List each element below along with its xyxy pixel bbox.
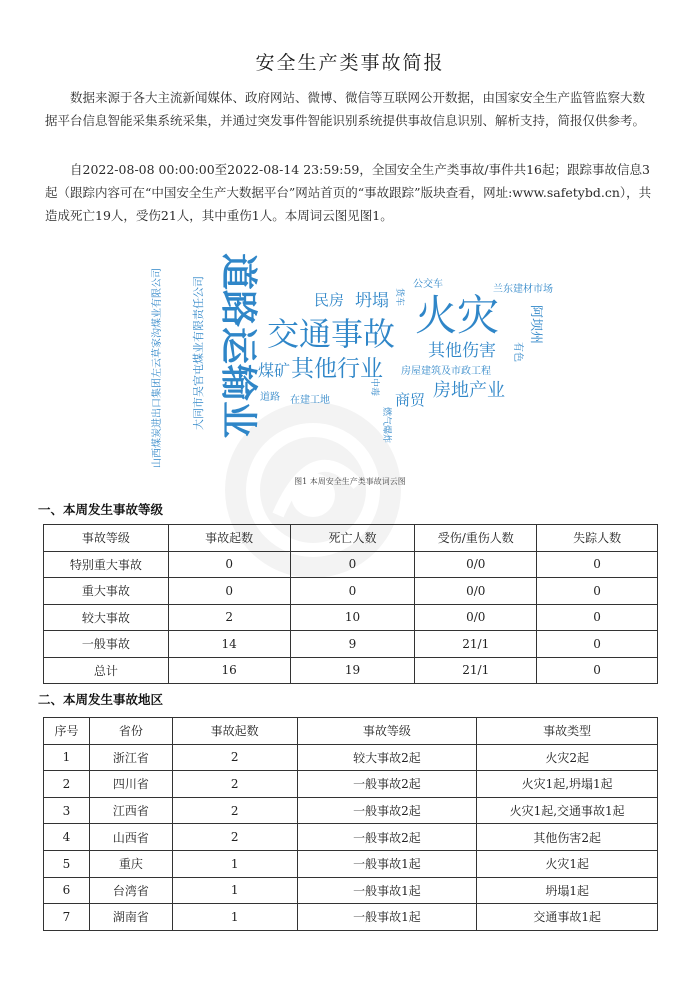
- table-cell: 总计: [44, 657, 169, 684]
- word-cloud-word: 货车: [394, 288, 404, 307]
- table-cell: 0: [537, 578, 658, 605]
- table-cell: 10: [290, 604, 415, 631]
- word-cloud-word: 其他行业: [291, 356, 383, 382]
- section-heading-level: 一、本周发生事故等级: [38, 502, 164, 517]
- table-cell: 0: [168, 551, 290, 578]
- table-header-cell: 事故类型: [477, 718, 658, 745]
- table-cell: 0: [537, 604, 658, 631]
- table-cell: 台湾省: [89, 877, 172, 904]
- table-row: [44, 797, 658, 824]
- table-cell: 一般事故: [44, 631, 169, 658]
- table-cell: 重大事故: [44, 578, 169, 605]
- table-header-cell: 事故起数: [172, 718, 297, 745]
- word-cloud-word: 大同市吴官屯煤业有限责任公司: [192, 276, 205, 430]
- table-cell: 火灾2起: [477, 744, 658, 771]
- table-cell: 2: [172, 797, 297, 824]
- word-cloud-word: 煤矿: [258, 361, 291, 380]
- intro-paragraph: 数据来源于各大主流新闻媒体、政府网站、微博、微信等互联网公开数据，由国家安全生产监管监察大数据平台信息智能采集系统采集，并通过突发事件智能识别系统提供事故信息识别、解析支持，简报仅供参考。: [45, 90, 646, 128]
- table-cell: 2: [168, 604, 290, 631]
- table-header-row: [44, 525, 658, 552]
- accident-level-table: [43, 524, 658, 684]
- table-row: [44, 771, 658, 798]
- table-cell: 1: [172, 877, 297, 904]
- table-cell: 2: [172, 771, 297, 798]
- table-cell: 2: [172, 744, 297, 771]
- table-header-cell: 省份: [89, 718, 172, 745]
- table-header-cell: 死亡人数: [290, 525, 415, 552]
- table-cell: 21/1: [415, 657, 537, 684]
- accident-region-table: [43, 717, 658, 931]
- table-row: [44, 850, 658, 877]
- table-cell: 四川省: [89, 771, 172, 798]
- table-header-cell: 失踪人数: [537, 525, 658, 552]
- table-cell: 一般事故1起: [297, 850, 477, 877]
- word-cloud-word: 道路: [260, 392, 280, 403]
- table-cell: 1: [172, 850, 297, 877]
- table-cell: 9: [290, 631, 415, 658]
- table-row: [44, 578, 658, 605]
- table-cell: 1: [172, 904, 297, 931]
- report-title: 安全生产类事故简报: [255, 52, 445, 74]
- figure-caption: 图1 本周安全生产类事故词云图: [294, 477, 406, 486]
- word-cloud-word: 其他伤害: [428, 341, 496, 361]
- word-cloud-word: 燃气爆炸: [381, 407, 391, 444]
- table-cell: 一般事故2起: [297, 824, 477, 851]
- table-cell: 火灾1起,坍塌1起: [477, 771, 658, 798]
- table-cell: 0: [537, 657, 658, 684]
- table-cell: 7: [44, 904, 90, 931]
- summary-paragraph: 自2022-08-08 00:00:00至2022-08-14 23:59:59，全国安全生产类事故/事件共16起；跟踪事故信息3起（跟踪内容可在“中国安全生产大数据平台”网站首页的“事故跟踪”版块查看，网址:www.safetybd.cn），共造成死亡19人，受伤21人，其中重伤1人。本周词云图见图1。: [45, 162, 652, 223]
- table-header-row: [44, 718, 658, 745]
- word-cloud-word: 房屋建筑及市政工程: [401, 366, 491, 377]
- word-cloud-word: 火灾: [415, 291, 500, 340]
- table-cell: 0/0: [415, 551, 537, 578]
- table-cell: 火灾1起: [477, 850, 658, 877]
- table-cell: 较大事故: [44, 604, 169, 631]
- table-cell: 一般事故1起: [297, 904, 477, 931]
- table-cell: 0: [168, 578, 290, 605]
- table-cell: 特别重大事故: [44, 551, 169, 578]
- table-cell: 16: [168, 657, 290, 684]
- word-cloud-word: 民房: [314, 291, 345, 309]
- table-cell: 2: [172, 824, 297, 851]
- word-cloud: [150, 250, 570, 468]
- word-cloud-word: 房地产业: [433, 380, 505, 401]
- section-heading-region: 二、本周发生事故地区: [38, 692, 164, 707]
- word-cloud-word: 坍塌: [355, 291, 389, 311]
- table-cell: 山西省: [89, 824, 172, 851]
- table-header-cell: 受伤/重伤人数: [415, 525, 537, 552]
- table-cell: 4: [44, 824, 90, 851]
- table-cell: 坍塌1起: [477, 877, 658, 904]
- table-header-cell: 序号: [44, 718, 90, 745]
- table-cell: 5: [44, 850, 90, 877]
- table-row: [44, 824, 658, 851]
- table-cell: 交通事故1起: [477, 904, 658, 931]
- table-cell: 其他伤害2起: [477, 824, 658, 851]
- table-cell: 0: [290, 551, 415, 578]
- word-cloud-word: 有色: [512, 342, 523, 362]
- table-cell: 较大事故2起: [297, 744, 477, 771]
- table-cell: 2: [44, 771, 90, 798]
- table-cell: 0: [537, 631, 658, 658]
- table-cell: 重庆: [89, 850, 172, 877]
- word-cloud-word: 中毒: [369, 378, 379, 397]
- table-cell: 0: [290, 578, 415, 605]
- table-cell: 14: [168, 631, 290, 658]
- table-row: [44, 631, 658, 658]
- table-cell: 一般事故2起: [297, 797, 477, 824]
- table-cell: 一般事故2起: [297, 771, 477, 798]
- table-row: [44, 551, 658, 578]
- word-cloud-word: 公交车: [413, 279, 443, 290]
- table-row: [44, 604, 658, 631]
- word-cloud-word: 兰东建材市场: [493, 284, 553, 295]
- word-cloud-word: 道路运输业: [217, 253, 260, 438]
- table-row: [44, 904, 658, 931]
- table-cell: 0/0: [415, 578, 537, 605]
- table-cell: 6: [44, 877, 90, 904]
- table-header-cell: 事故等级: [297, 718, 477, 745]
- word-cloud-word: 交通事故: [267, 315, 396, 353]
- table-cell: 浙江省: [89, 744, 172, 771]
- table-cell: 21/1: [415, 631, 537, 658]
- word-cloud-word: 山西煤炭进出口集团左云草家沟煤业有限公司: [152, 268, 163, 468]
- table-cell: 湖南省: [89, 904, 172, 931]
- table-cell: 19: [290, 657, 415, 684]
- word-cloud-word: 在建工地: [290, 395, 330, 406]
- table-cell: 0: [537, 551, 658, 578]
- table-cell: 火灾1起,交通事故1起: [477, 797, 658, 824]
- table-cell: 3: [44, 797, 90, 824]
- word-cloud-word: 商贸: [395, 391, 426, 409]
- word-cloud-word: 阿坝州: [528, 305, 543, 345]
- table-row: [44, 877, 658, 904]
- table-cell: 一般事故1起: [297, 877, 477, 904]
- table-cell: 江西省: [89, 797, 172, 824]
- table-header-cell: 事故等级: [44, 525, 169, 552]
- table-row: [44, 744, 658, 771]
- table-header-cell: 事故起数: [168, 525, 290, 552]
- table-cell: 0/0: [415, 604, 537, 631]
- table-cell: 1: [44, 744, 90, 771]
- table-row-total: [44, 657, 658, 684]
